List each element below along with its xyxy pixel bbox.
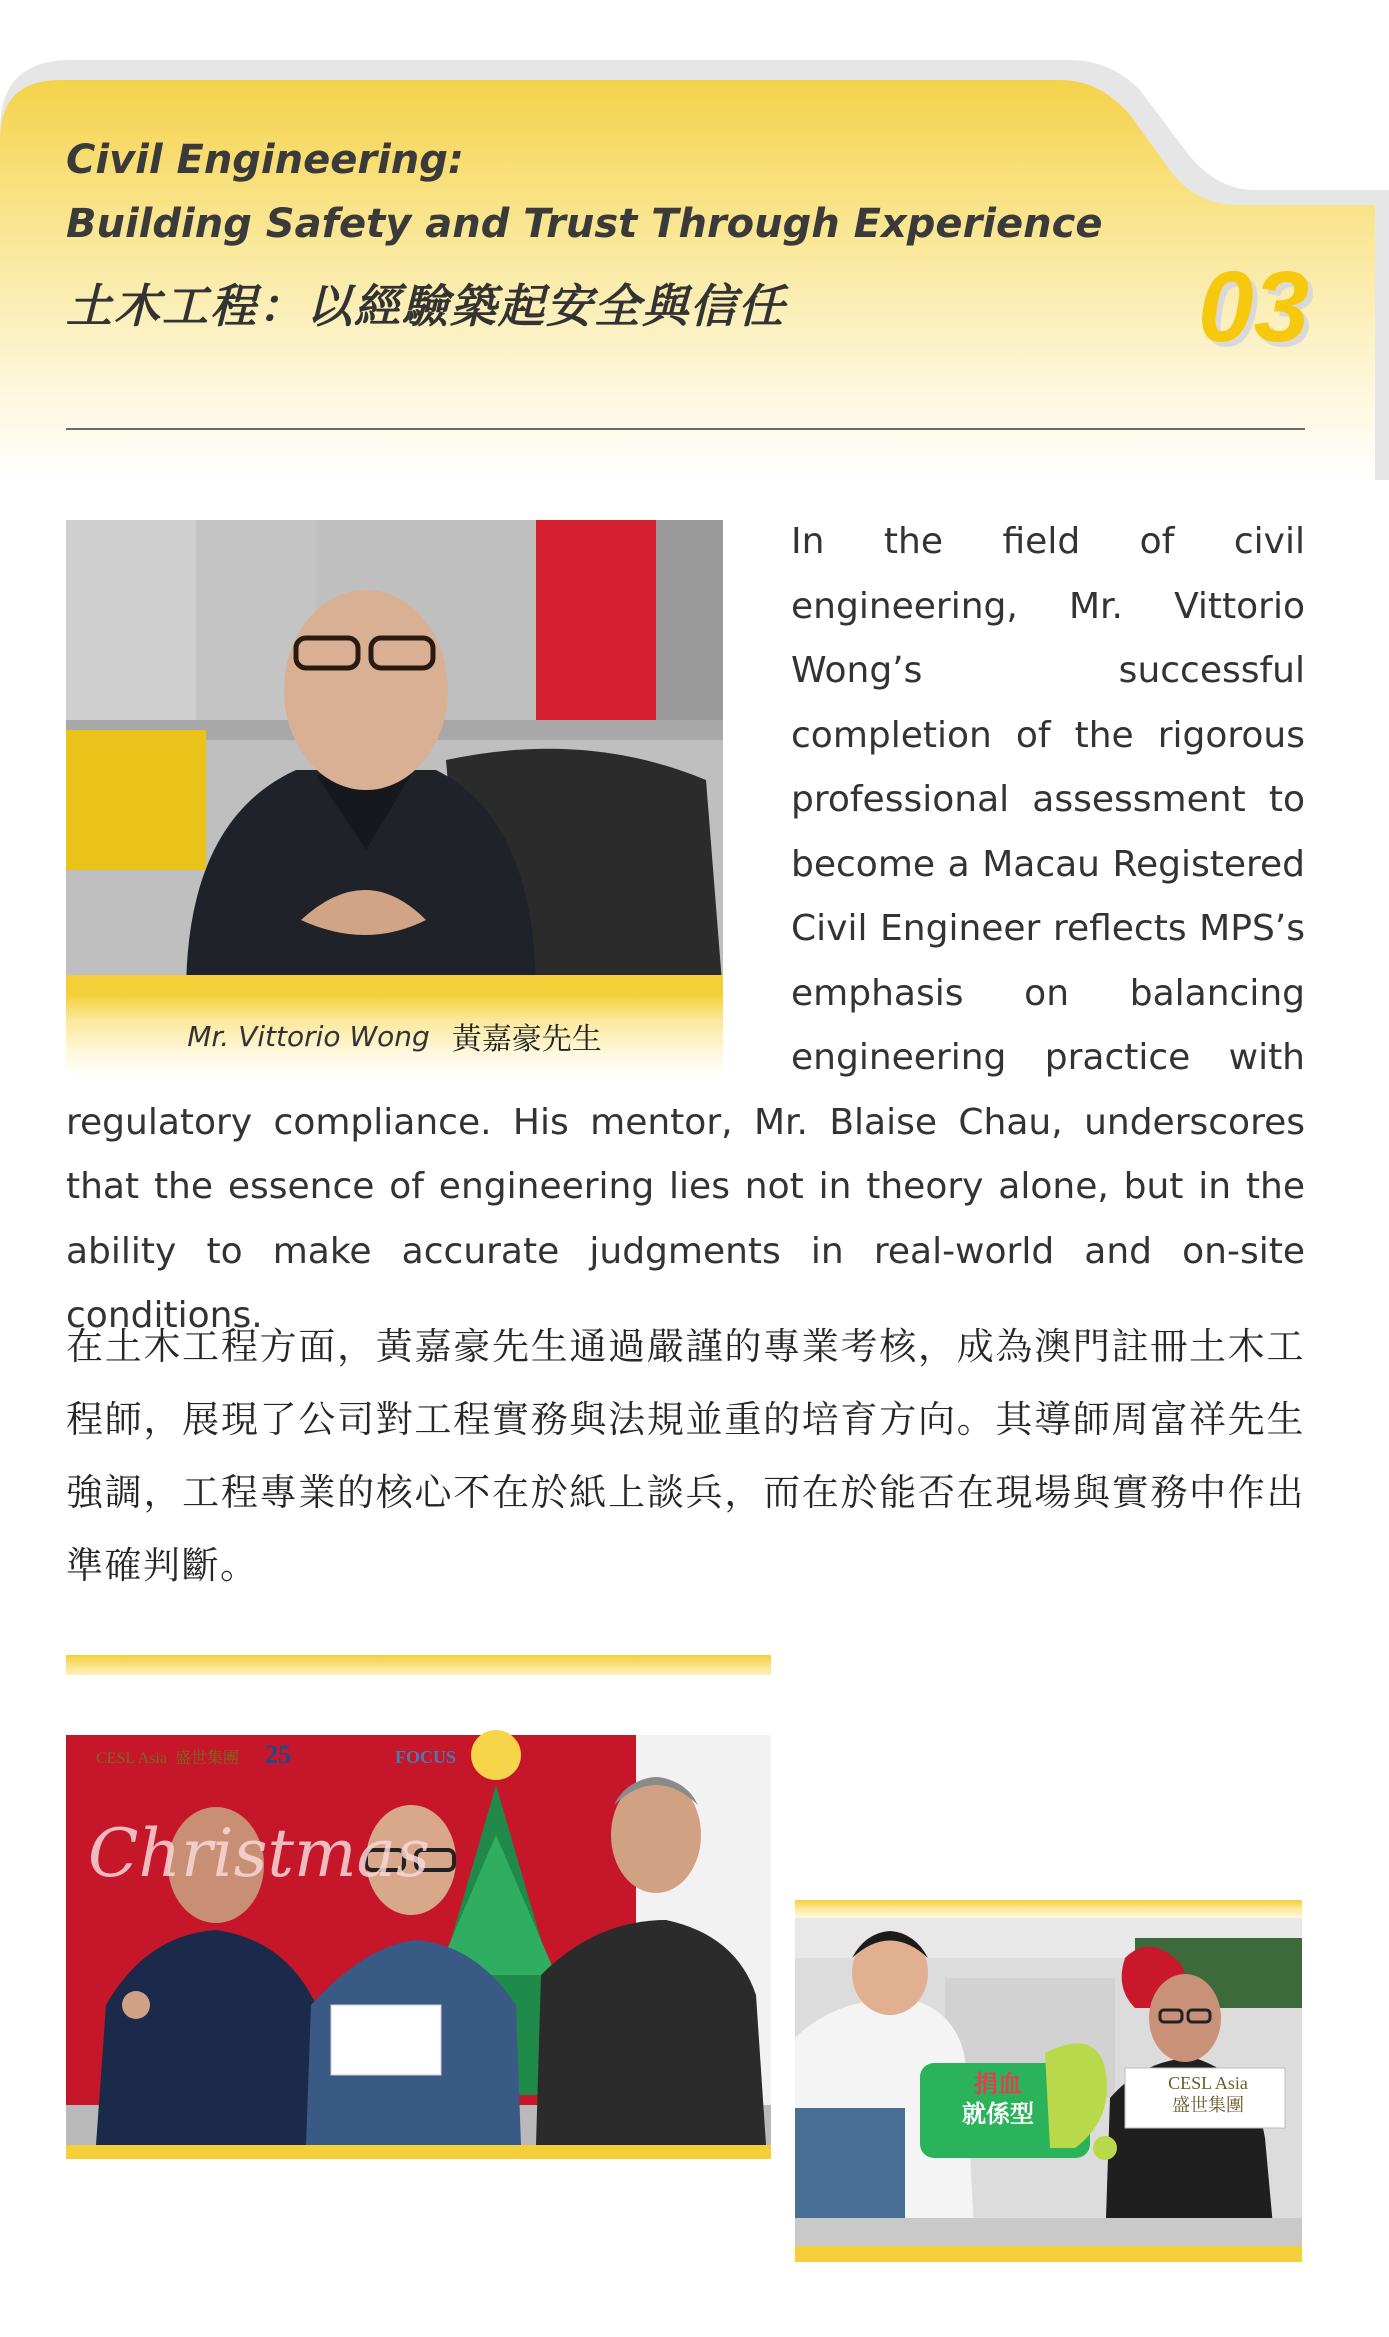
title-en-line2: Building Safety and Trust Through Experience: [66, 201, 1103, 247]
focus-text: FOCUS: [394, 1747, 456, 1767]
body-paragraph-zh: 在土木工程方面，黃嘉豪先生通過嚴謹的專業考核，成為澳門註冊土木工程師，展現了公司對工程實務與法規並重的培育方向。其導師周富祥先生強調，工程專業的核心不在於紙上談兵，而在於能否在現場與實務中作出準確判斷。: [66, 1325, 1305, 1587]
logo-text: CESL Asia: [96, 1750, 167, 1767]
body-paragraph-en-text: In the field of civil engineering, Mr. Vittorio Wong’s successful completion of the rigorous professional assessment to become a Macau Registered Civil Engineer reflects MPS’s emphasis on balancing engineering practice with regulatory compliance. His mentor, Mr. Blaise Chau, underscores that the essence of engineering lies not in theory alone, but in the ability to make accurate judgments in real-world and on-site conditions.: [66, 521, 1305, 1336]
christmas-backdrop-title: Christmas: [88, 1815, 430, 1892]
donation-banner-text: CESL Asia: [1168, 2073, 1248, 2093]
section-title-en: [66, 128, 1102, 256]
donation-sign-line2: 就係型: [962, 2101, 1034, 2128]
caption-name-en: Mr. Vittorio Wong: [187, 1019, 430, 1053]
group-photo-frame-bottom: [66, 2145, 771, 2159]
section-number: 03: [1198, 251, 1310, 363]
badge-25: 25: [264, 1740, 291, 1769]
donation-sign-line1: 捐血: [974, 2071, 1022, 2098]
group-photo-backdrop-logo: [96, 1740, 456, 1770]
body-paragraph-en: [66, 510, 1305, 1349]
header-divider: [66, 428, 1305, 430]
section-title-zh: 土木工程：以經驗築起安全與信任: [66, 279, 786, 333]
donation-banner-zh: 盛世集團: [1172, 2095, 1244, 2115]
title-en-line1: Civil Engineering:: [66, 137, 464, 183]
donation-banner: [1128, 2072, 1288, 2116]
donation-photo-frame-bottom: [795, 2246, 1302, 2262]
donation-sign: [933, 2070, 1063, 2130]
caption-name-zh: 黃嘉豪先生: [451, 1023, 602, 1056]
text-wrap-spacer: [66, 510, 791, 1080]
logo-zh: 盛世集團: [174, 1750, 239, 1767]
